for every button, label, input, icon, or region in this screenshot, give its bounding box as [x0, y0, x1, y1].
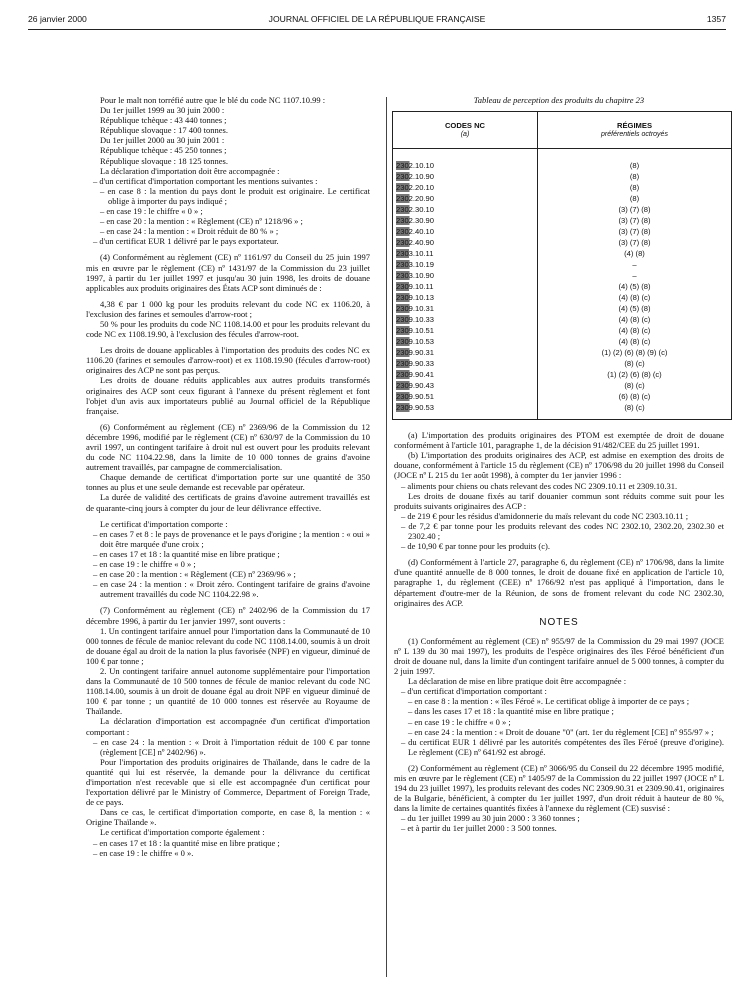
- paragraph: 4,38 € par 1 000 kg pour les produits relevant du code NC ex 1106.20, à l'exclusion des farines et semoules d'arrow-root ;: [86, 298, 370, 319]
- list-item: – et à partir du 1er juillet 2000 : 3 500 tonnes.: [401, 823, 557, 834]
- column-header-codes: CODES NC (a): [393, 112, 538, 149]
- regime-cell: (4) (8) (c): [538, 314, 732, 325]
- table-row: [393, 226, 732, 237]
- table-title: Tableau de perception des produits du chapitre 23: [473, 95, 645, 105]
- paragraph: Du 1er juillet 1999 au 30 juin 2000 :: [100, 105, 225, 116]
- list-item: – en case 24 : la mention : « Droit zéro. Contingent tarifaire de grains d'avoine autrement travaillés du code NC 1104.22.98 ».: [93, 579, 370, 600]
- paragraph: La déclaration d'importation doit être accompagnée :: [100, 165, 280, 176]
- code-cell: 2302.30.90: [393, 215, 538, 226]
- regime-cell: (3) (7) (8): [538, 226, 732, 237]
- code-cell: 2309.10.33: [393, 314, 538, 325]
- list-item: – en case 8 : la mention du pays dont le produit est originaire. Le certificat oblige à importer du pays indiqué ;: [100, 185, 370, 206]
- table-row: [393, 380, 732, 391]
- regime-cell: (8) (c): [538, 402, 732, 413]
- table-row: [393, 314, 732, 325]
- table-row: [393, 325, 732, 336]
- list-item: – en cases 17 et 18 : la quantité mise en libre pratique ;: [93, 837, 280, 848]
- list-item: – de 7,2 € par tonne pour les produits relevant des codes NC 2302.10, 2302.20, 2302.30 et 2302.40 ;: [401, 520, 724, 542]
- code-cell: 2302.20.10: [393, 182, 538, 193]
- regime-cell: –: [538, 270, 732, 281]
- paragraph: (1) Conformément au règlement (CE) nº 955/97 de la Commission du 29 mai 1997 (JOCE nº L 139 du 30 mai 1997), les produits de l'espèce originaires des îles Féroé bénéficient d'un droit de douane nul, dans la limite d'un contingent tarifaire annuel de 5 000 tonnes, à compter du 2 juin 1997.: [394, 635, 724, 677]
- paragraph: (4) Conformément au règlement (CE) nº 1161/97 du Conseil du 25 juin 1997 mis en œuvre par le règlement (CE) nº 1431/97 de la Commission du 23 juillet 1997, à partir du 1er juillet 1997 et jusqu'au 30 juin 1998, les droits de douane applicables aux produits originaires des États ACP sont diminués de :: [86, 252, 370, 293]
- regime-cell: (8): [538, 193, 732, 204]
- paragraph: La durée de validité des certificats de grains d'avoine autrement travaillés est de quarante-cinq jours à compter du jour de leur délivrance effective.: [86, 492, 370, 513]
- list-item: – en case 20 : la mention : « Règlement (CE) nº 2369/96 » ;: [93, 569, 296, 580]
- paragraph: La déclaration d'importation est accompagnée d'un certificat d'importation comportant :: [86, 716, 370, 737]
- table-row: [393, 160, 732, 171]
- list-item: – en case 24 : la mention : « Droit à l'importation réduit de 100 € par tonne (règlement [CE] nº 2402/96) ».: [93, 736, 370, 757]
- list-item: – dans les cases 17 et 18 : la quantité mise en libre pratique ;: [408, 706, 614, 717]
- list-item: – en cases 17 et 18 : la quantité mise en libre pratique ;: [93, 548, 280, 559]
- regime-cell: (4) (8): [538, 248, 732, 259]
- regime-cell: (8): [538, 171, 732, 182]
- table-row: [393, 391, 732, 402]
- paragraph: (a) L'importation des produits originaires des PTOM est exemptée de droit de douane conformément à l'article 101, paragraphe 1, de la décision 91/482/CEE du 25 juillet 1991.: [394, 430, 724, 451]
- paragraph: (d) Conformément à l'article 27, paragraphe 6, du règlement (CE) nº 1706/98, dans la limite d'une quantité annuelle de 8 000 tonnes, le droit de douane fixé en application de l'article 10, paragraphe 1, du règlement (CEE) nº 1766/92 n'est pas appliqué à l'importation, dans le département d'outre-mer de la Réunion, de sons de froment relevant du code NC 2302.30, originaires des ACP.: [394, 557, 724, 608]
- paragraph: (2) Conformément au règlement (CE) nº 3066/95 du Conseil du 22 décembre 1995 modifié, mis en œuvre par le règlement (CE) nº 1405/97 de la Commission du 22 juillet 1997 (JOCE nº L 194 du 23 juillet 1997), les produits relevant des codes NC 2309.90.31 et 2309.90.41, originaires de la Bulgarie, bénéficient, à compter du 1er juillet 1997, d'un droit réduit à hauteur de 80 %, dans la limite de certaines quantités fixées à l'annexe du règlement (CE) susvisé :: [394, 762, 724, 814]
- code-cell: 2309.10.31: [393, 303, 538, 314]
- paragraph: 1. Un contingent tarifaire annuel pour l'importation dans la Communauté de 10 000 tonnes de fécule de manioc relevant du code NC 1108.14.00, soumis à un droit de douane égal au droit de la nation la plus favorisée (NPF) en vigueur, diminué de 100 € par tonne ;: [86, 625, 370, 666]
- table-row: [393, 171, 732, 182]
- page-header: [28, 14, 726, 28]
- list-item: – de 10,90 € par tonne pour les produits (c).: [401, 541, 550, 552]
- table-row: [393, 336, 732, 347]
- paragraph: Les droits de douane applicables à l'importation des produits des codes NC ex 1106.20 (farines et semoules d'arrow-root) et ex 1108.19.90 (fécules d'arrow-root) originaires des ACP ne sont pas perçus.: [86, 345, 370, 376]
- code-cell: 2309.90.41: [393, 369, 538, 380]
- code-cell: 2309.90.51: [393, 391, 538, 402]
- regime-cell: (4) (8) (c): [538, 292, 732, 303]
- code-cell: 2302.10.90: [393, 171, 538, 182]
- table-row: [393, 281, 732, 292]
- list-item: – en case 8 : la mention : « îles Féroé ». Le certificat oblige à importer de ce pays ;: [408, 696, 690, 707]
- table-row: [393, 292, 732, 303]
- paragraph: Le certificat d'importation comporte :: [100, 518, 228, 529]
- paragraph: (b) L'importation des produits originaires des ACP, est admise en exemption des droits de douane, conformément à l'article 15 du règlement (CE) nº 1706/98 du 20 juillet 1998 du Conseil (JOCE nº L 215 du 1er août 1998), à compter du 1er janvier 1996 :: [394, 450, 724, 481]
- code-cell: 2309.10.13: [393, 292, 538, 303]
- regime-cell: (4) (8) (c): [538, 336, 732, 347]
- right-column: [394, 95, 724, 834]
- code-cell: 2302.30.10: [393, 204, 538, 215]
- code-cell: 2303.10.90: [393, 270, 538, 281]
- list-item: – du certificat EUR 1 délivré par les autorités compétentes des îles Féroé (preuve d'origine). Le règlement (CE) nº 641/92 est abrogé.: [401, 736, 724, 757]
- column-header-regimes: RÉGIMES préférentiels octroyés: [538, 112, 732, 149]
- notes-heading: NOTES: [539, 616, 579, 628]
- list-item: – en case 19 : le chiffre « 0 » ;: [93, 559, 196, 570]
- code-cell: 2302.10.10: [393, 160, 538, 171]
- paragraph: République slovaque : 18 125 tonnes.: [100, 155, 228, 166]
- table-row: [393, 204, 732, 215]
- regime-cell: (3) (7) (8): [538, 237, 732, 248]
- regime-cell: (8): [538, 160, 732, 171]
- code-cell: 2309.10.53: [393, 336, 538, 347]
- paragraph: 50 % pour les produits du code NC 1108.14.00 et pour les produits relevant du code NC ex 1108.19.90, à l'exclusion des fécules d'arrow-root.: [86, 318, 370, 340]
- code-cell: 2302.20.90: [393, 193, 538, 204]
- table-row: [393, 270, 732, 281]
- paragraph: Chaque demande de certificat d'importation porte sur une quantité de 350 tonnes au plus et une seule demande est recevable par opérateur.: [86, 472, 370, 493]
- list-item: – en case 19 : le chiffre « 0 » ;: [408, 716, 511, 727]
- paragraph: La déclaration de mise en libre pratique doit être accompagnée :: [408, 676, 627, 687]
- regime-cell: (4) (8) (c): [538, 325, 732, 336]
- left-column: [86, 95, 370, 858]
- list-item: – de 219 € pour les résidus d'amidonnerie du maïs relevant du code NC 2303.10.11 ;: [401, 510, 689, 521]
- regime-cell: (4) (5) (8): [538, 281, 732, 292]
- code-cell: 2303.10.11: [393, 248, 538, 259]
- paragraph: Le certificat d'importation comporte également :: [100, 827, 265, 838]
- list-item: – d'un certificat d'importation comportant :: [401, 686, 547, 697]
- table-row: [393, 182, 732, 193]
- list-item: – en case 19 : le chiffre « 0 ».: [93, 847, 194, 858]
- table-row: [393, 303, 732, 314]
- table-row: [393, 358, 732, 369]
- header-journal-title: JOURNAL OFFICIEL DE LA RÉPUBLIQUE FRANÇAISE: [268, 14, 486, 24]
- list-item: – en case 19 : le chiffre « 0 » ;: [100, 206, 203, 217]
- table-row: [393, 237, 732, 248]
- paragraph: République tchèque : 43 440 tonnes ;: [100, 115, 227, 126]
- table-row: [393, 215, 732, 226]
- paragraph: Les droits de douane réduits applicables aux autres produits transformés originaires des ACP sont ceux figurant à l'annexe du présent règlement et font l'objet d'un avis aux importateurs publié au Journal officiel de la République française.: [86, 375, 370, 416]
- list-item: – en case 20 : la mention : « Règlement (CE) nº 1218/96 » ;: [100, 216, 303, 227]
- paragraph: République slovaque : 17 400 tonnes.: [100, 125, 228, 136]
- list-item: – en case 24 : la mention : « Droit réduit de 80 % » ;: [100, 226, 279, 237]
- header-date: 26 janvier 2000: [28, 14, 87, 24]
- list-item: – du 1er juillet 1999 au 30 juin 2000 : 3 360 tonnes ;: [401, 813, 580, 824]
- table-row: [393, 369, 732, 380]
- regime-cell: (8) (c): [538, 358, 732, 369]
- table-row: [393, 193, 732, 204]
- list-item: – en case 24 : la mention : « Droit de douane "0" (art. 1er du règlement [CE] nº 955/97 » ;: [408, 726, 714, 737]
- code-cell: 2303.10.19: [393, 259, 538, 270]
- list-item: – d'un certificat EUR 1 délivré par le pays exportateur.: [93, 236, 279, 247]
- paragraph: République tchèque : 45 250 tonnes ;: [100, 145, 227, 156]
- table-row: [393, 259, 732, 270]
- paragraph: Dans ce cas, le certificat d'importation comporte, en case 8, la mention : « Origine Thaïlande ».: [86, 807, 370, 828]
- code-cell: 2309.90.53: [393, 402, 538, 413]
- regime-cell: (8) (c): [538, 380, 732, 391]
- paragraph: (6) Conformément au règlement (CE) nº 2369/96 de la Commission du 12 décembre 1996, modifié par le règlement (CE) nº 630/97 de la Commission du 10 avril 1997, un contingent tarifaire à droit nul est ouvert pour les produits relevant du code NC 1104.22.98, dans la limite de 10 000 tonnes de grains d'avoine autrement travaillés, par campagne de commercialisation.: [86, 421, 370, 473]
- table-row: [393, 402, 732, 413]
- codes-table: [392, 111, 732, 420]
- paragraph: Du 1er juillet 2000 au 30 juin 2001 :: [100, 135, 225, 146]
- code-cell: 2302.40.90: [393, 237, 538, 248]
- regime-cell: (6) (8) (c): [538, 391, 732, 402]
- code-cell: 2309.90.31: [393, 347, 538, 358]
- regime-cell: (4) (5) (8): [538, 303, 732, 314]
- paragraph: 2. Un contingent tarifaire annuel autonome supplémentaire pour l'importation dans la Communauté de 10 500 tonnes de fécule de manioc relevant du code NC 1108.14.00, soumis à un droit de douane égal au droit NPF en vigueur diminué de 100 € par tonne ; un quantité de 10 000 tonnes est réservée au Royaume de Thaïlande.: [86, 665, 370, 717]
- paragraph: Pour le malt non torréfié autre que le blé du code NC 1107.10.99 :: [100, 95, 326, 105]
- regime-cell: –: [538, 259, 732, 270]
- column-divider: [386, 97, 387, 977]
- regime-cell: (1) (2) (6) (8) (c): [538, 369, 732, 380]
- table-row: [393, 248, 732, 259]
- code-cell: 2309.10.11: [393, 281, 538, 292]
- code-cell: 2302.40.10: [393, 226, 538, 237]
- regime-cell: (3) (7) (8): [538, 215, 732, 226]
- regime-cell: (3) (7) (8): [538, 204, 732, 215]
- list-item: – d'un certificat d'importation comportant les mentions suivantes :: [93, 175, 318, 186]
- paragraph: Pour l'importation des produits originaires de Thaïlande, dans le cadre de la quantité qui lui est réservée, la demande pour la délivrance du certificat d'importation n'est recevable que si elle est accompagnée d'un certificat pour l'exportation délivré par le Ministry of Commerce, Department of Foreign Trade, de ce pays.: [86, 756, 370, 808]
- header-rule: [28, 29, 726, 30]
- code-cell: 2309.10.51: [393, 325, 538, 336]
- regime-cell: (8): [538, 182, 732, 193]
- code-cell: 2309.90.33: [393, 358, 538, 369]
- paragraph: Les droits de douane fixés au tarif douanier commun sont réduits comme suit pour les produits suivants originaires des ACP :: [394, 490, 724, 511]
- table-row: [393, 347, 732, 358]
- paragraph: (7) Conformément au règlement (CE) nº 2402/96 de la Commission du 17 décembre 1996, à partir du 1er janvier 1997, sont ouverts :: [86, 605, 370, 626]
- regime-cell: (1) (2) (6) (8) (9) (c): [538, 347, 732, 358]
- list-item: – aliments pour chiens ou chats relevant des codes NC 2309.10.11 et 2309.10.31.: [401, 480, 678, 491]
- header-page-number: 1357: [706, 14, 726, 24]
- code-cell: 2309.90.43: [393, 380, 538, 391]
- list-item: – en cases 7 et 8 : le pays de provenance et le pays d'origine ; la mention : « oui » doit être marquée d'une croix ;: [93, 528, 370, 549]
